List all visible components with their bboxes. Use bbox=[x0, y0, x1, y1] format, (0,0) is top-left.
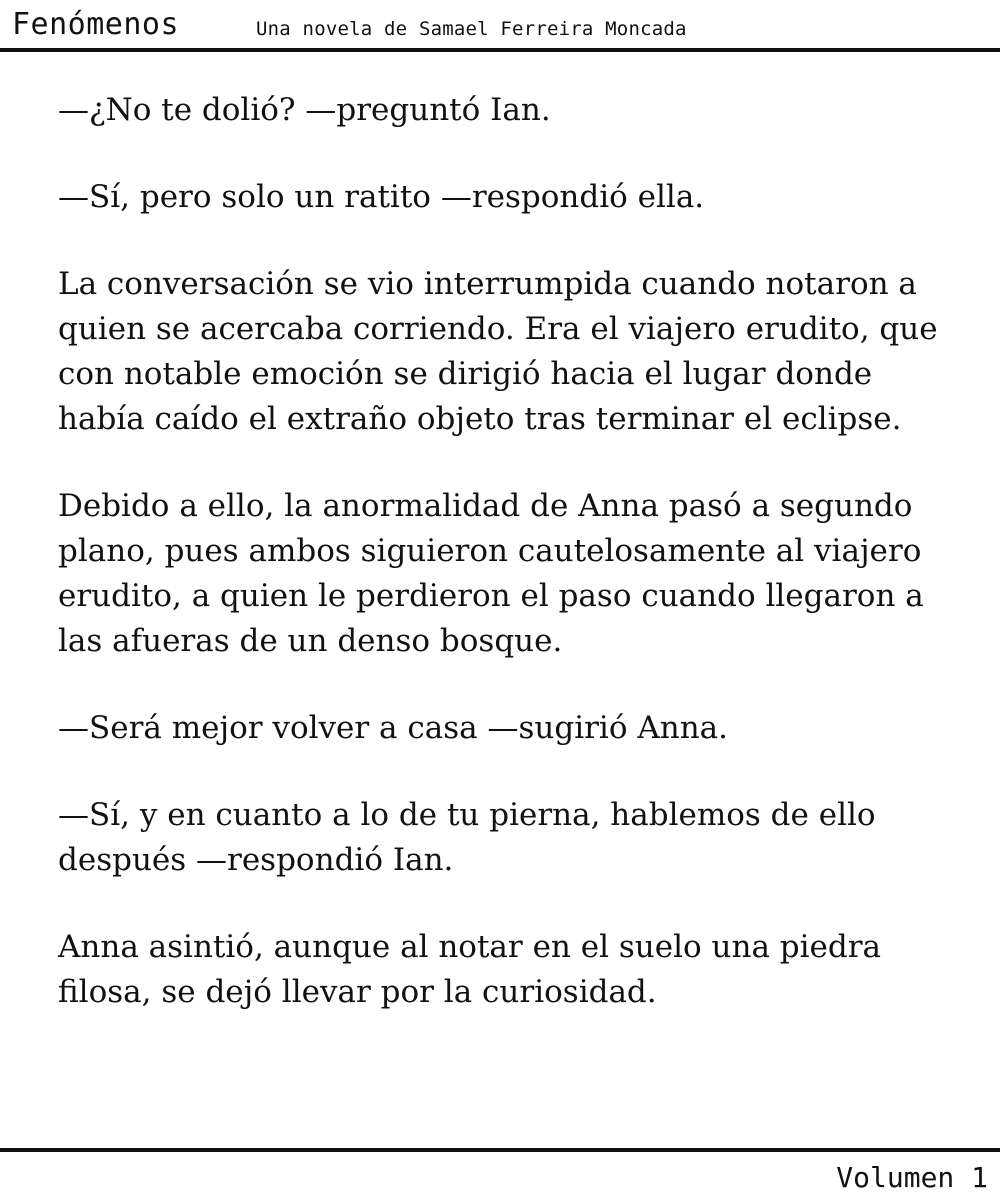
paragraph: Anna asintió, aunque al notar en el suelo una piedra filosa, se dejó llevar por la curiosidad. bbox=[58, 929, 882, 1010]
page-header bbox=[0, 0, 1000, 52]
page-body bbox=[58, 88, 958, 1057]
paragraph: —Será mejor volver a casa —sugirió Anna. bbox=[58, 710, 729, 746]
paragraph: —¿No te dolió? —preguntó Ian. bbox=[58, 92, 551, 128]
page-footer bbox=[0, 1148, 1000, 1200]
paragraph: —Sí, pero solo un ratito —respondió ella. bbox=[58, 179, 705, 215]
book-title: Fenómenos bbox=[12, 7, 180, 42]
paragraph: —Sí, y en cuanto a lo de tu pierna, hablemos de ello después —respondió Ian. bbox=[58, 797, 876, 878]
paragraph: Debido a ello, la anormalidad de Anna pasó a segundo plano, pues ambos siguieron cautelosamente al viajero erudito, a quien le perdieron el paso cuando llegaron a las afueras de un denso bosque. bbox=[58, 488, 924, 659]
paragraph: La conversación se vio interrumpida cuando notaron a quien se acercaba corriendo. Era el viajero erudito, que con notable emoción se dirigió hacia el lugar donde había caído el extraño objeto tras terminar el eclipse. bbox=[58, 266, 938, 437]
volume-label: Volumen 1 bbox=[836, 1161, 988, 1194]
book-subtitle: Una novela de Samael Ferreira Moncada bbox=[256, 18, 687, 40]
